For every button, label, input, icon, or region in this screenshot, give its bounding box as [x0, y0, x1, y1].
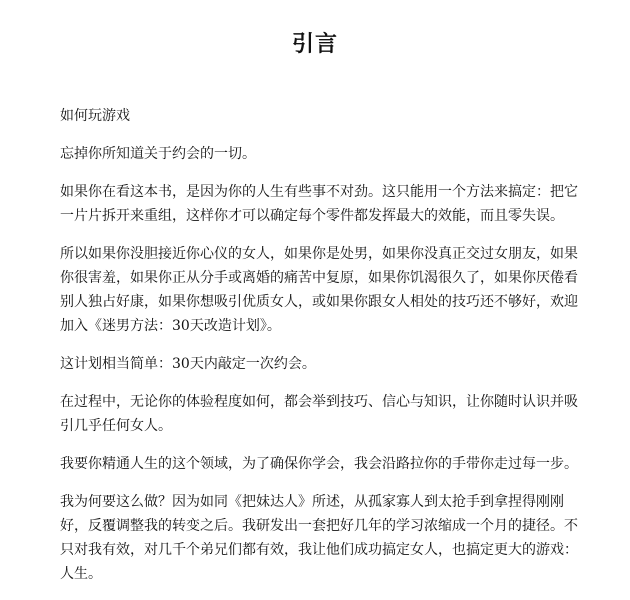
paragraph-wrapper-1	[32, 180, 588, 228]
paragraph-forget: 忘掉你所知道关于约会的一切。	[60, 146, 256, 162]
paragraph-wrapper-2	[32, 242, 588, 338]
paragraph-who-should-join: 所以如果你没胆接近你心仪的女人，如果你是处男，如果你没真正交过女朋友，如果你很害羞，如果你正从分手或离婚的痛苦中复原，如果你饥渴很久了，如果你厌倦看别人独占好康，如果你想吸引优质女人，或如果你跟女人相处的技巧还不够好，欢迎加入《迷男方法：30天改造计划》。	[60, 246, 578, 334]
page-title: 引言	[291, 32, 338, 57]
paragraph-reason: 如果你在看这本书，是因为你的人生有些事不对劲。这只能用一个方法来搞定：把它一片片拆开来重组，这样你才可以确定每个零件都发挥最大的效能，而且零失误。	[60, 184, 578, 224]
paragraph-how-to-play: 如何玩游戏	[60, 108, 130, 124]
paragraph-wrapper-3	[32, 390, 588, 438]
paragraph-plan-summary: 这计划相当简单：30天内敲定一次约会。	[60, 356, 316, 372]
paragraph-process: 在过程中，无论你的体验程度如何，都会举到技巧、信心与知识，让你随时认识并吸引几乎任何女人。	[60, 394, 578, 434]
paragraph-master-field: 我要你精通人生的这个领域，为了确保你学会，我会沿路拉你的手带你走过每一步。	[60, 456, 578, 472]
document-body	[60, 104, 588, 600]
paragraph-wrapper-4	[32, 490, 588, 586]
paragraph-why: 我为何要这么做？因为如同《把妹达人》所述，从孤家寡人到太抢手到拿捏得刚刚好，反覆调整我的转变之后。我研发出一套把好几年的学习浓缩成一个月的捷径。不只对我有效，对几千个弟兄们都有效，我让他们成功搞定女人，也搞定更大的游戏：人生。	[60, 494, 578, 582]
